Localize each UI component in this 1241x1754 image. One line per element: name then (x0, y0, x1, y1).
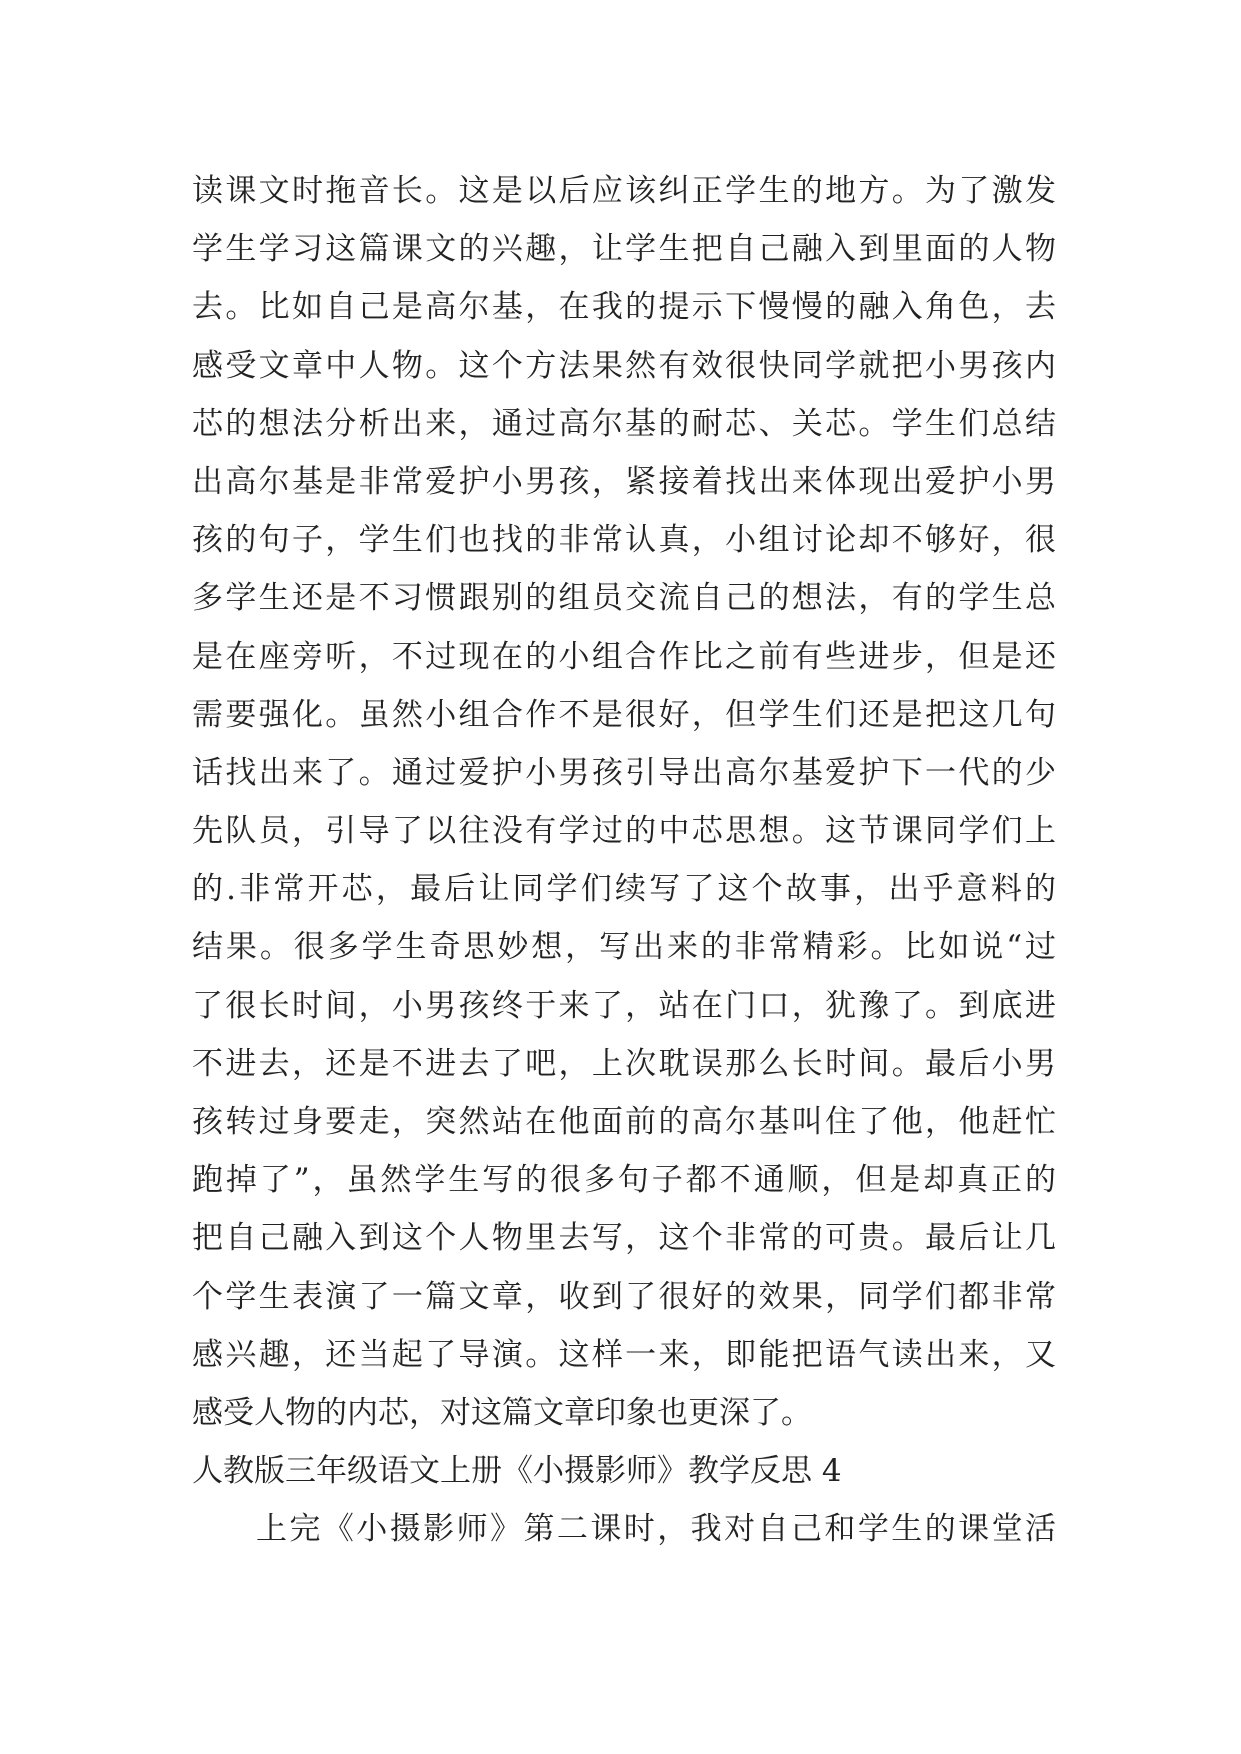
paragraph-first-line: 上完《小摄影师》第二课时，我对自己和学生的课堂活 (256, 1511, 1056, 1548)
body-line-22: 感受人物的内芯，对这篇文章印象也更深了。 (192, 1394, 812, 1431)
body-line-18: 跑掉了”，虽然学生写的很多句子都不通顺，但是却真正的 (192, 1162, 1056, 1199)
body-line-1: 读课文时拖音长。这是以后应该纠正学生的地方。为了激发 (192, 173, 1056, 209)
body-line-5: 芯的想法分析出来，通过高尔基的耐芯、关芯。学生们总结 (192, 405, 1056, 442)
body-line-14: 结果。很多学生奇思妙想，写出来的非常精彩。比如说“过 (192, 929, 1056, 966)
body-line-10: 需要强化。虽然小组合作不是很好，但学生们还是把这几句 (192, 696, 1056, 733)
body-line-7: 孩的句子，学生们也找的非常认真，小组讨论却不够好，很 (192, 522, 1056, 559)
body-line-11: 话找出来了。通过爱护小男孩引导出高尔基爱护下一代的少 (192, 754, 1056, 791)
body-line-8: 多学生还是不习惯跟别的组员交流自己的想法，有的学生总 (192, 580, 1056, 617)
body-line-15: 了很长时间，小男孩终于来了，站在门口，犹豫了。到底进 (192, 987, 1056, 1024)
document-body (192, 162, 1056, 1559)
body-line-17: 孩转过身要走，突然站在他面前的高尔基叫住了他，他赶忙 (192, 1104, 1056, 1140)
body-line-16: 不进去，还是不进去了吧，上次耽误那么长时间。最后小男 (192, 1045, 1056, 1082)
body-line-20: 个学生表演了一篇文章，收到了很好的效果，同学们都非常 (192, 1278, 1056, 1315)
body-line-13: 的.非常开芯，最后让同学们续写了这个故事，出乎意料的 (192, 871, 1056, 908)
body-line-2: 学生学习这篇课文的兴趣，让学生把自己融入到里面的人物 (192, 231, 1056, 268)
body-line-6: 出高尔基是非常爱护小男孩，紧接着找出来体现出爱护小男 (192, 463, 1056, 500)
body-line-19: 把自己融入到这个人物里去写，这个非常的可贵。最后让几 (192, 1220, 1056, 1257)
body-line-21: 感兴趣，还当起了导演。这样一来，即能把语气读出来，又 (192, 1336, 1056, 1373)
body-line-4: 感受文章中人物。这个方法果然有效很快同学就把小男孩内 (192, 347, 1056, 384)
body-line-3: 去。比如自己是高尔基，在我的提示下慢慢的融入角色，去 (192, 289, 1056, 326)
body-line-9: 是在座旁听，不过现在的小组合作比之前有些进步，但是还 (192, 638, 1056, 675)
section-heading: 人教版三年级语文上册《小摄影师》教学反思 4 (192, 1453, 842, 1490)
body-line-12: 先队员，引导了以往没有学过的中芯思想。这节课同学们上 (192, 813, 1056, 850)
